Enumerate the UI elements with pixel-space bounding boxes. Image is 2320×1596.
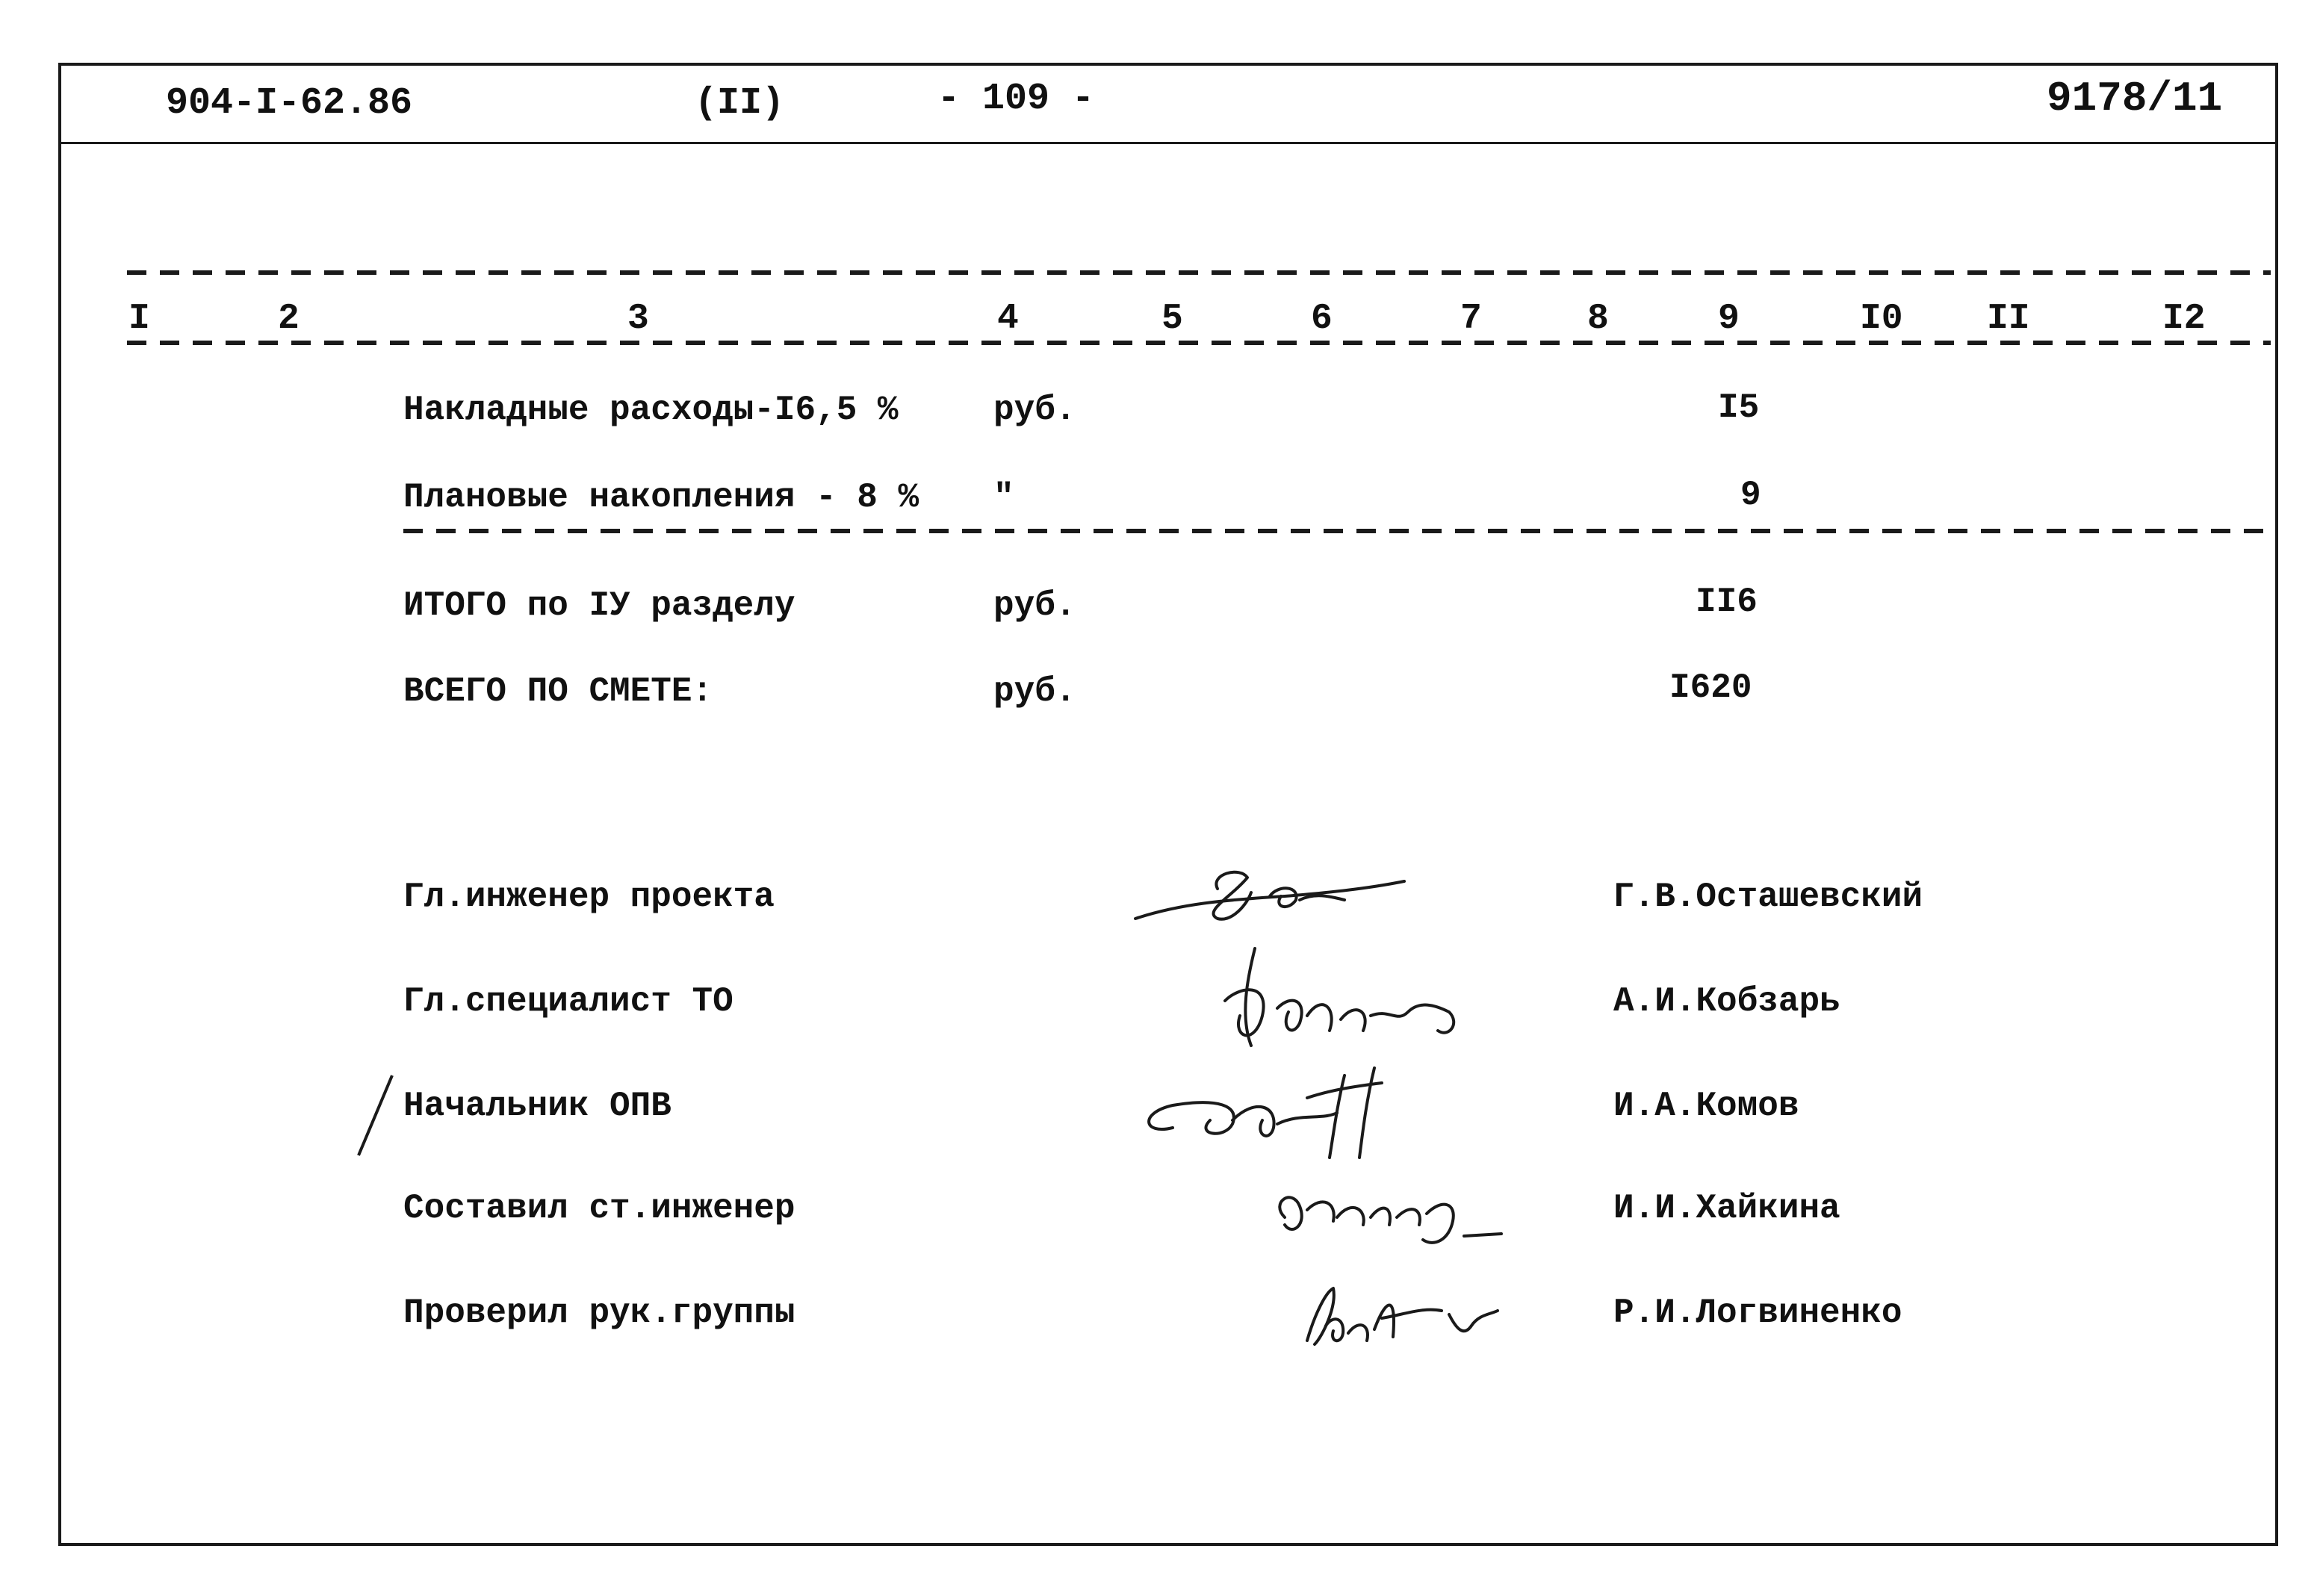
row-unit: руб. — [993, 586, 1076, 625]
handwritten-signature — [1128, 1053, 1457, 1165]
row-value: I620 — [1669, 668, 1752, 707]
column-header-top-rule — [127, 270, 2271, 275]
row-unit: руб. — [993, 391, 1076, 429]
row-unit: " — [993, 478, 1014, 517]
margin-mark — [351, 1072, 403, 1161]
signature-name: И.А.Комов — [1613, 1087, 1799, 1125]
column-number: 3 — [627, 299, 649, 339]
handwritten-signature — [1120, 859, 1419, 948]
header-rule — [58, 142, 2275, 144]
column-number: I2 — [2162, 299, 2206, 339]
column-header-bottom-rule — [127, 341, 2271, 345]
row-value: 9 — [1740, 476, 1761, 515]
column-number: II — [1987, 299, 2030, 339]
row-value: II6 — [1696, 583, 1758, 621]
column-number: 9 — [1718, 299, 1740, 339]
signature-name: Г.В.Осташевский — [1613, 878, 1923, 916]
page-number: - 109 - — [937, 78, 1095, 120]
column-number: I0 — [1860, 299, 1903, 339]
column-number: 4 — [997, 299, 1019, 339]
column-number: 7 — [1460, 299, 1482, 339]
column-number: 8 — [1587, 299, 1609, 339]
row-name: Накладные расходы-I6,5 % — [403, 391, 899, 429]
column-number: 2 — [278, 299, 300, 339]
row-unit: руб. — [993, 672, 1076, 711]
signature-name: Р.И.Логвиненко — [1613, 1294, 1902, 1332]
handwritten-signature — [1210, 941, 1494, 1068]
signature-name: А.И.Кобзарь — [1613, 982, 1840, 1021]
signature-role: Гл.специалист ТО — [403, 982, 733, 1021]
column-number: I — [128, 299, 150, 339]
signature-name: И.И.Хайкина — [1613, 1189, 1840, 1228]
column-number: 5 — [1161, 299, 1183, 339]
row-name: ВСЕГО ПО СМЕТЕ: — [403, 672, 713, 711]
row-value: I5 — [1718, 388, 1760, 427]
signature-role: Гл.инженер проекта — [403, 878, 775, 916]
signature-role: Составил ст.инженер — [403, 1189, 795, 1228]
part-number: (II) — [695, 82, 785, 125]
column-number: 6 — [1311, 299, 1333, 339]
row-name: Плановые накопления - 8 % — [403, 478, 919, 517]
page-frame — [58, 63, 2278, 1546]
handwritten-signature — [1262, 1165, 1531, 1255]
subtotal-rule — [403, 529, 2271, 533]
doc-code: 904-I-62.86 — [166, 82, 413, 125]
handwritten-signature — [1292, 1270, 1516, 1359]
row-name: ИТОГО по IУ разделу — [403, 586, 795, 625]
sheet-number: 9178/11 — [2047, 75, 2223, 122]
signature-role: Проверил рук.группы — [403, 1294, 795, 1332]
signature-role: Начальник ОПВ — [403, 1087, 672, 1125]
